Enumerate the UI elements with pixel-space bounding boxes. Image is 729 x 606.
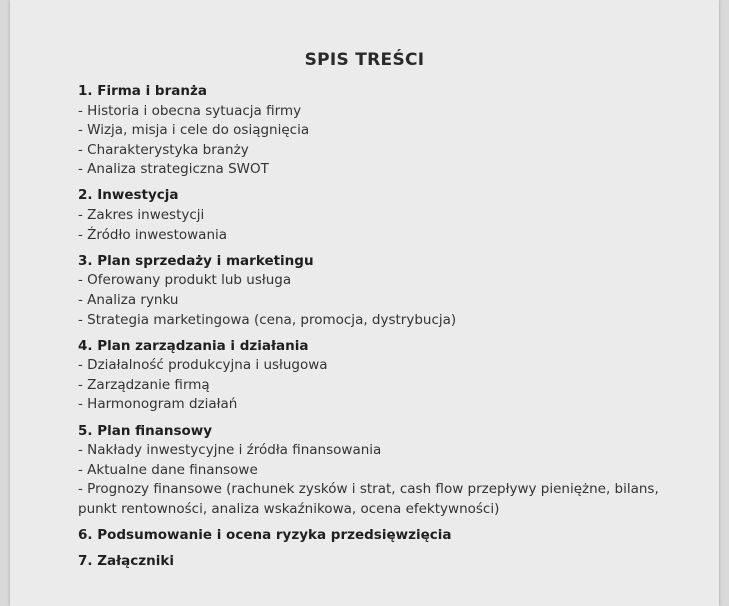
table-of-contents	[78, 82, 678, 578]
toc-section-6	[78, 526, 678, 546]
toc-heading: 6. Podsumowanie i ocena ryzyka przedsięwzięcia	[78, 526, 452, 543]
toc-item: - Analiza rynku	[78, 291, 678, 311]
toc-heading: 3. Plan sprzedaży i marketingu	[78, 252, 314, 269]
toc-heading: 4. Plan zarządzania i działania	[78, 337, 309, 354]
toc-section-4	[78, 337, 678, 415]
document-page	[10, 0, 719, 606]
toc-item: - Zakres inwestycji	[78, 206, 678, 226]
toc-section-1	[78, 82, 678, 180]
toc-item: - Prognozy finansowe (rachunek zysków i strat, cash flow przepływy pieniężne, bilans, punkt rentowności, analiza wskaźnikowa, ocena efektywności)	[78, 480, 678, 519]
toc-item: - Aktualne dane finansowe	[78, 461, 678, 481]
toc-heading: 5. Plan finansowy	[78, 422, 213, 439]
toc-section-7	[78, 552, 678, 572]
toc-item: - Oferowany produkt lub usługa	[78, 271, 678, 291]
toc-item: - Analiza strategiczna SWOT	[78, 160, 678, 180]
toc-heading: 2. Inwestycja	[78, 187, 179, 204]
toc-item: - Zarządzanie firmą	[78, 376, 678, 396]
toc-item: - Źródło inwestowania	[78, 226, 678, 246]
toc-item: - Wizja, misja i cele do osiągnięcia	[78, 121, 678, 141]
toc-section-3	[78, 252, 678, 330]
toc-item: - Strategia marketingowa (cena, promocja, dystrybucja)	[78, 311, 678, 331]
toc-item: - Charakterystyka branży	[78, 141, 678, 161]
toc-item: - Historia i obecna sytuacja firmy	[78, 102, 678, 122]
toc-section-2	[78, 186, 678, 245]
toc-item: - Działalność produkcyjna i usługowa	[78, 356, 678, 376]
toc-heading: 7. Załączniki	[78, 553, 174, 570]
toc-section-5	[78, 422, 678, 520]
toc-item: - Harmonogram działań	[78, 395, 678, 415]
toc-item: - Nakłady inwestycyjne i źródła finansowania	[78, 441, 678, 461]
toc-heading: 1. Firma i branża	[78, 83, 207, 99]
page-title: SPIS TREŚCI	[304, 50, 425, 70]
